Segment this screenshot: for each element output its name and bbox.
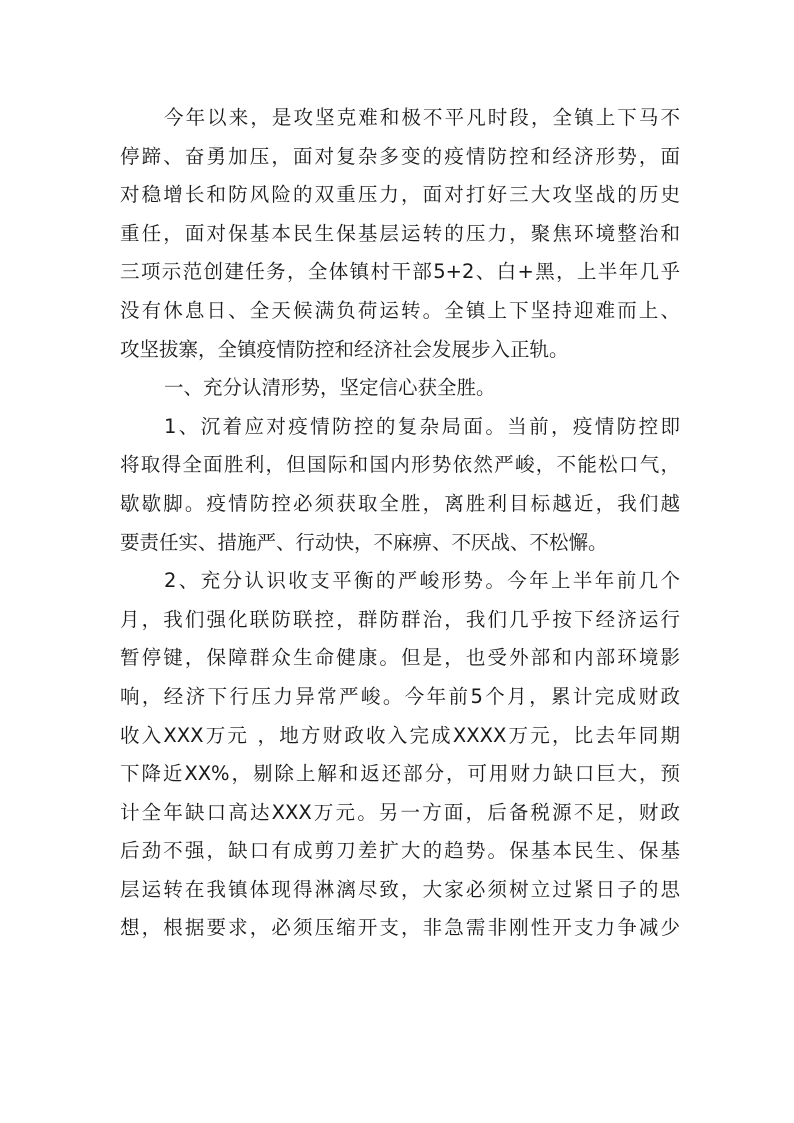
text-line: 计全年缺口高达XXX万元。另一方面，后备税源不足，财政 <box>120 800 680 824</box>
text-line: 1、沉着应对疫情防控的复杂局面。当前，疫情防控即 <box>164 414 680 438</box>
text-line: 暂停键，保障群众生命健康。但是，也受外部和内部环境影 <box>120 646 680 670</box>
text-line: 后劲不强，缺口有成剪刀差扩大的趋势。保基本民生、保基 <box>120 839 680 863</box>
text-line: 2、充分认识收支平衡的严峻形势。今年上半年前几个 <box>164 569 680 593</box>
document-body <box>120 99 680 948</box>
text-line: 响，经济下行压力异常严峻。今年前5个月，累计完成财政 <box>120 684 680 708</box>
text-line: 歇歇脚。疫情防控必须获取全胜，离胜利目标越近，我们越 <box>120 491 680 515</box>
text-line: 没有休息日、全天候满负荷运转。全镇上下坚持迎难而上、 <box>120 298 680 322</box>
text-line: 要责任实、措施严、行动快，不麻痹、不厌战、不松懈。 <box>120 530 608 554</box>
text-line: 攻坚拔寨，全镇疫情防控和经济社会发展步入正轨。 <box>120 337 569 361</box>
text-line: 将取得全面胜利，但国际和国内形势依然严峻，不能松口气， <box>120 453 680 477</box>
text-line: 层运转在我镇体现得淋漓尽致，大家必须树立过紧日子的思 <box>120 877 680 901</box>
text-line: 想，根据要求，必须压缩开支，非急需非刚性开支力争减少 <box>120 916 680 940</box>
text-line: 收入XXX万元 ，地方财政收入完成XXXX万元，比去年同期 <box>120 723 680 747</box>
text-line: 三项示范创建任务，全体镇村干部5+2、白+黑，上半年几乎 <box>120 260 680 284</box>
section-heading <box>120 369 680 408</box>
paragraph-intro <box>120 99 680 369</box>
heading-line: 一、充分认清形势，坚定信心获全胜。 <box>164 376 496 400</box>
text-line: 下降近XX%，剔除上解和返还部分，可用财力缺口巨大，预 <box>120 762 680 786</box>
text-line: 今年以来，是攻坚克难和极不平凡时段，全镇上下马不 <box>164 106 680 129</box>
text-line: 月，我们强化联防联控，群防群治，我们几乎按下经济运行 <box>120 607 680 631</box>
text-line: 对稳增长和防风险的双重压力，面对打好三大攻坚战的历史 <box>120 183 680 207</box>
paragraph-finance <box>120 562 680 948</box>
paragraph-epidemic <box>120 408 680 562</box>
text-line: 重任，面对保基本民生保基层运转的压力，聚焦环境整治和 <box>120 221 680 245</box>
text-line: 停蹄、奋勇加压，面对复杂多变的疫情防控和经济形势，面 <box>120 144 680 168</box>
